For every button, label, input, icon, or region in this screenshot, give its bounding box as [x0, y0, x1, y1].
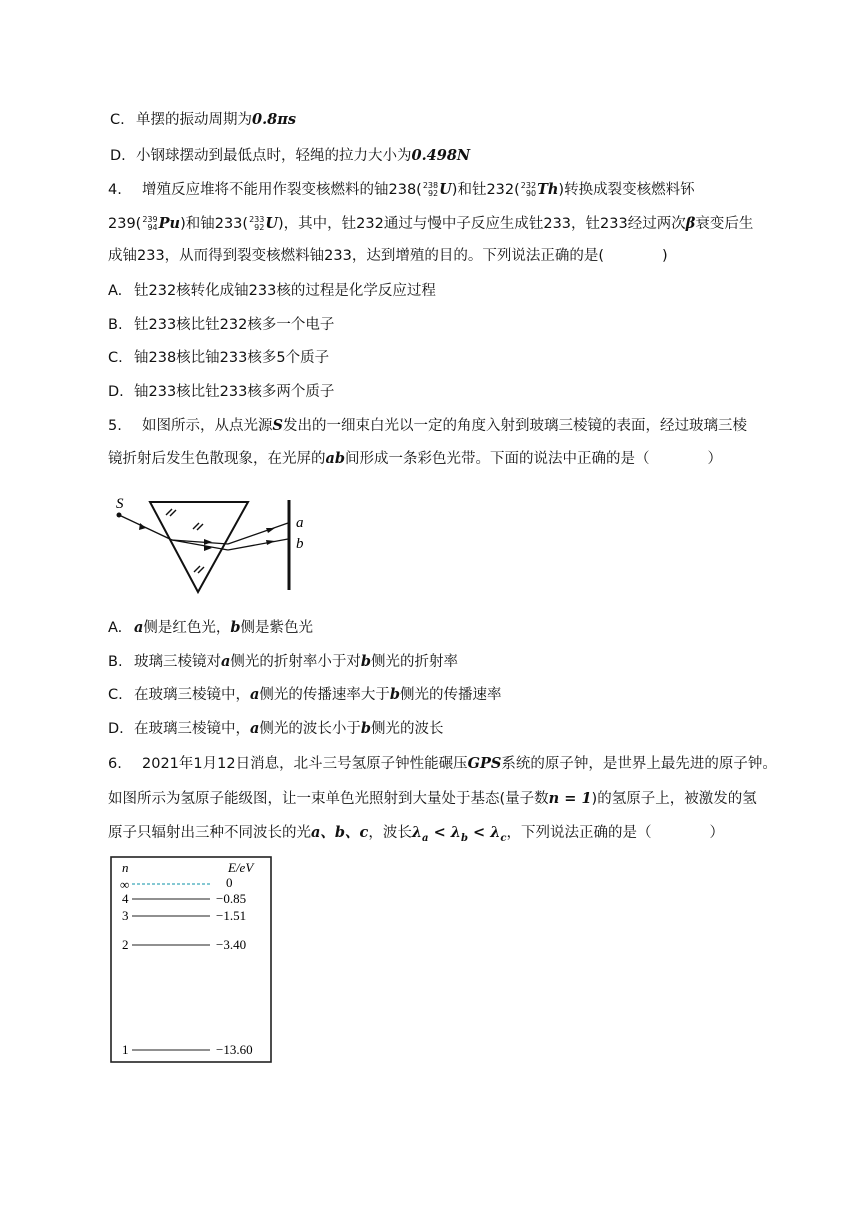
q6-text: 系统的原子钟，是世界上最先进的原子钟。: [501, 756, 777, 772]
q5-text: 如图所示，从点光源: [142, 418, 273, 434]
level-n-1: 1: [122, 1042, 129, 1057]
beta-symbol: β: [685, 215, 696, 232]
option-letter: D.: [110, 148, 126, 164]
option-letter: A.: [108, 620, 123, 636]
atomic-number: 90: [525, 189, 537, 198]
subscript: a: [422, 832, 429, 844]
option-text: 侧光的折射率小于对: [230, 654, 361, 670]
column-e-header: E/eV: [228, 860, 254, 875]
mass-number: 238: [422, 181, 439, 190]
option-text: 在玻璃三棱镜中，: [134, 721, 250, 737]
math-value: 0.498N: [411, 147, 471, 164]
glass-prism: [150, 502, 248, 592]
option-letter: C.: [110, 112, 125, 128]
q5-line-2: [108, 449, 722, 469]
option-text: 钍232核转化成铀233核的过程是化学反应过程: [134, 283, 436, 299]
math-symbol: a: [250, 686, 260, 703]
q4-text: 239(: [108, 216, 142, 232]
q4-option-a: [108, 281, 436, 301]
question-number: 4.: [108, 182, 122, 198]
element-symbol: U: [265, 215, 279, 232]
arrow-head: [204, 539, 212, 545]
q6-line-3: [108, 823, 724, 849]
option-text: 侧光的波长小于: [259, 721, 361, 737]
option-text: 玻璃三棱镜对: [134, 654, 221, 670]
q3-option-c: [110, 110, 296, 130]
math-symbol: b: [389, 686, 401, 703]
element-symbol: Pu: [158, 215, 181, 232]
level-e-1: −13.60: [216, 1042, 253, 1057]
option-text: 钍233核比钍232核多一个电子: [134, 317, 335, 333]
level-n-inf: ∞: [120, 877, 130, 892]
column-n-header: n: [122, 860, 129, 875]
option-letter: A.: [108, 283, 123, 299]
q4-option-b: [108, 315, 334, 335]
math-expression: n = 1: [548, 790, 592, 807]
option-letter: B.: [108, 654, 123, 670]
math-symbol: a: [134, 619, 144, 636]
q5-text: 镜折射后发生色散现象，在光屏的: [108, 451, 326, 467]
q6-line-2: [108, 789, 757, 809]
q6-text: 2021年1月12日消息，北斗三号氢原子钟性能碾压: [142, 756, 468, 772]
nuclide-u233: [249, 216, 264, 232]
level-e-2: −3.40: [216, 937, 247, 952]
option-text: 侧光的传播速率: [400, 687, 502, 703]
math-symbol: a: [250, 720, 260, 737]
atomic-number: 92: [427, 189, 439, 198]
q6-text: ，下列说法正确的是（ ）: [506, 825, 724, 841]
element-symbol: U: [439, 181, 452, 198]
option-text: 侧光的折射率: [371, 654, 459, 670]
option-text: 侧是紫色光: [240, 620, 314, 636]
q6-text: 原子只辐射出三种不同波长的光: [108, 825, 311, 841]
q6-text: )的氢原子上，被激发的氢: [591, 791, 757, 807]
atomic-number: 94: [147, 223, 158, 232]
math-symbol: a、b、c: [311, 824, 369, 841]
math-symbol: S: [272, 417, 283, 434]
mass-number: 239: [142, 215, 158, 224]
option-letter: D.: [108, 721, 124, 737]
option-text: 铀238核比铀233核多5个质子: [134, 350, 330, 366]
q4-text: 衰变后生: [695, 216, 754, 232]
q4-text: )和钍232(: [451, 182, 520, 198]
level-n-3: 3: [122, 908, 129, 923]
option-letter: C.: [108, 350, 123, 366]
less-than: <: [467, 824, 491, 841]
level-n-2: 2: [122, 937, 129, 952]
mass-number: 233: [249, 215, 265, 224]
q5-option-c: [108, 685, 502, 705]
level-n-4: 4: [122, 891, 129, 906]
q5-option-d: [108, 719, 444, 739]
arrow-head: [266, 540, 275, 545]
lambda-symbol: λ: [450, 824, 461, 841]
arrow-head: [266, 528, 275, 533]
level-e-3: −1.51: [216, 908, 247, 923]
q5-option-b: [108, 652, 458, 672]
math-symbol: ab: [325, 450, 346, 467]
q4-text: )和铀233(: [180, 216, 249, 232]
atomic-number: 92: [254, 223, 265, 232]
element-symbol: Th: [537, 181, 559, 198]
q5-option-a: [108, 618, 313, 638]
subscript: c: [500, 832, 507, 844]
q4-option-d: [108, 382, 334, 402]
option-letter: C.: [108, 687, 123, 703]
math-symbol: b: [230, 619, 241, 636]
question-number: 6.: [108, 756, 122, 772]
q6-text: ，波长: [368, 825, 412, 841]
option-text: 单摆的振动周期为: [136, 112, 252, 128]
math-symbol: b: [360, 653, 372, 670]
option-text: 在玻璃三棱镜中，: [134, 687, 250, 703]
math-symbol: GPS: [467, 755, 502, 772]
lambda-symbol: λ: [490, 824, 501, 841]
option-text: 小钢球摆动到最低点时，轻绳的拉力大小为: [136, 148, 412, 164]
nuclide-th232: [521, 182, 536, 198]
option-text: 侧光的传播速率大于: [259, 687, 390, 703]
label-s: S: [116, 496, 124, 512]
subscript: b: [460, 832, 468, 844]
level-e-inf: 0: [226, 875, 233, 890]
diagram-frame: [111, 857, 271, 1062]
q4-text: 增殖反应堆将不能用作裂变核燃料的铀238(: [142, 182, 422, 198]
hydrogen-energy-level-diagram: [110, 856, 272, 1064]
nuclide-pu239: [142, 216, 157, 232]
option-letter: D.: [108, 384, 124, 400]
math-symbol: b: [360, 720, 372, 737]
prism-dispersion-figure: [110, 492, 310, 596]
q6-line-1: [108, 754, 777, 774]
q4-line-2: [108, 214, 753, 234]
q4-text: )，其中，钍232通过与慢中子反应生成钍233，钍233经过两次: [278, 216, 686, 232]
math-symbol: a: [221, 653, 231, 670]
q4-line-3: [108, 246, 668, 266]
q3-option-d: [110, 146, 470, 166]
q5-text: 发出的一细束白光以一定的角度入射到玻璃三棱镜的表面，经过玻璃三棱: [282, 418, 747, 434]
option-text: 侧光的波长: [371, 721, 444, 737]
mass-number: 232: [520, 181, 537, 190]
option-text: 铀233核比钍233核多两个质子: [134, 384, 335, 400]
math-value: 0.8πs: [252, 111, 297, 128]
level-e-4: −0.85: [216, 891, 247, 906]
q4-text: )转换成裂变核燃料钚: [558, 182, 695, 198]
nuclide-u238: [423, 182, 438, 198]
q4-text: 成铀233，从而得到裂变核燃料铀233，达到增殖的目的。下列说法正确的是( ): [108, 248, 668, 264]
less-than: <: [428, 824, 451, 841]
option-letter: B.: [108, 317, 123, 333]
q4-option-c: [108, 348, 329, 368]
question-number: 5.: [108, 418, 122, 434]
label-b: b: [296, 536, 304, 552]
q4-line-1: [108, 180, 695, 200]
label-a: a: [296, 515, 304, 531]
q6-text: 如图所示为氢原子能级图，让一束单色光照射到大量处于基态(量子数: [108, 791, 549, 807]
q5-text: 间形成一条彩色光带。下面的说法中正确的是（ ）: [345, 451, 723, 467]
q5-line-1: [108, 416, 747, 436]
option-text: 侧是红色光，: [143, 620, 231, 636]
lambda-symbol: λ: [411, 824, 423, 841]
